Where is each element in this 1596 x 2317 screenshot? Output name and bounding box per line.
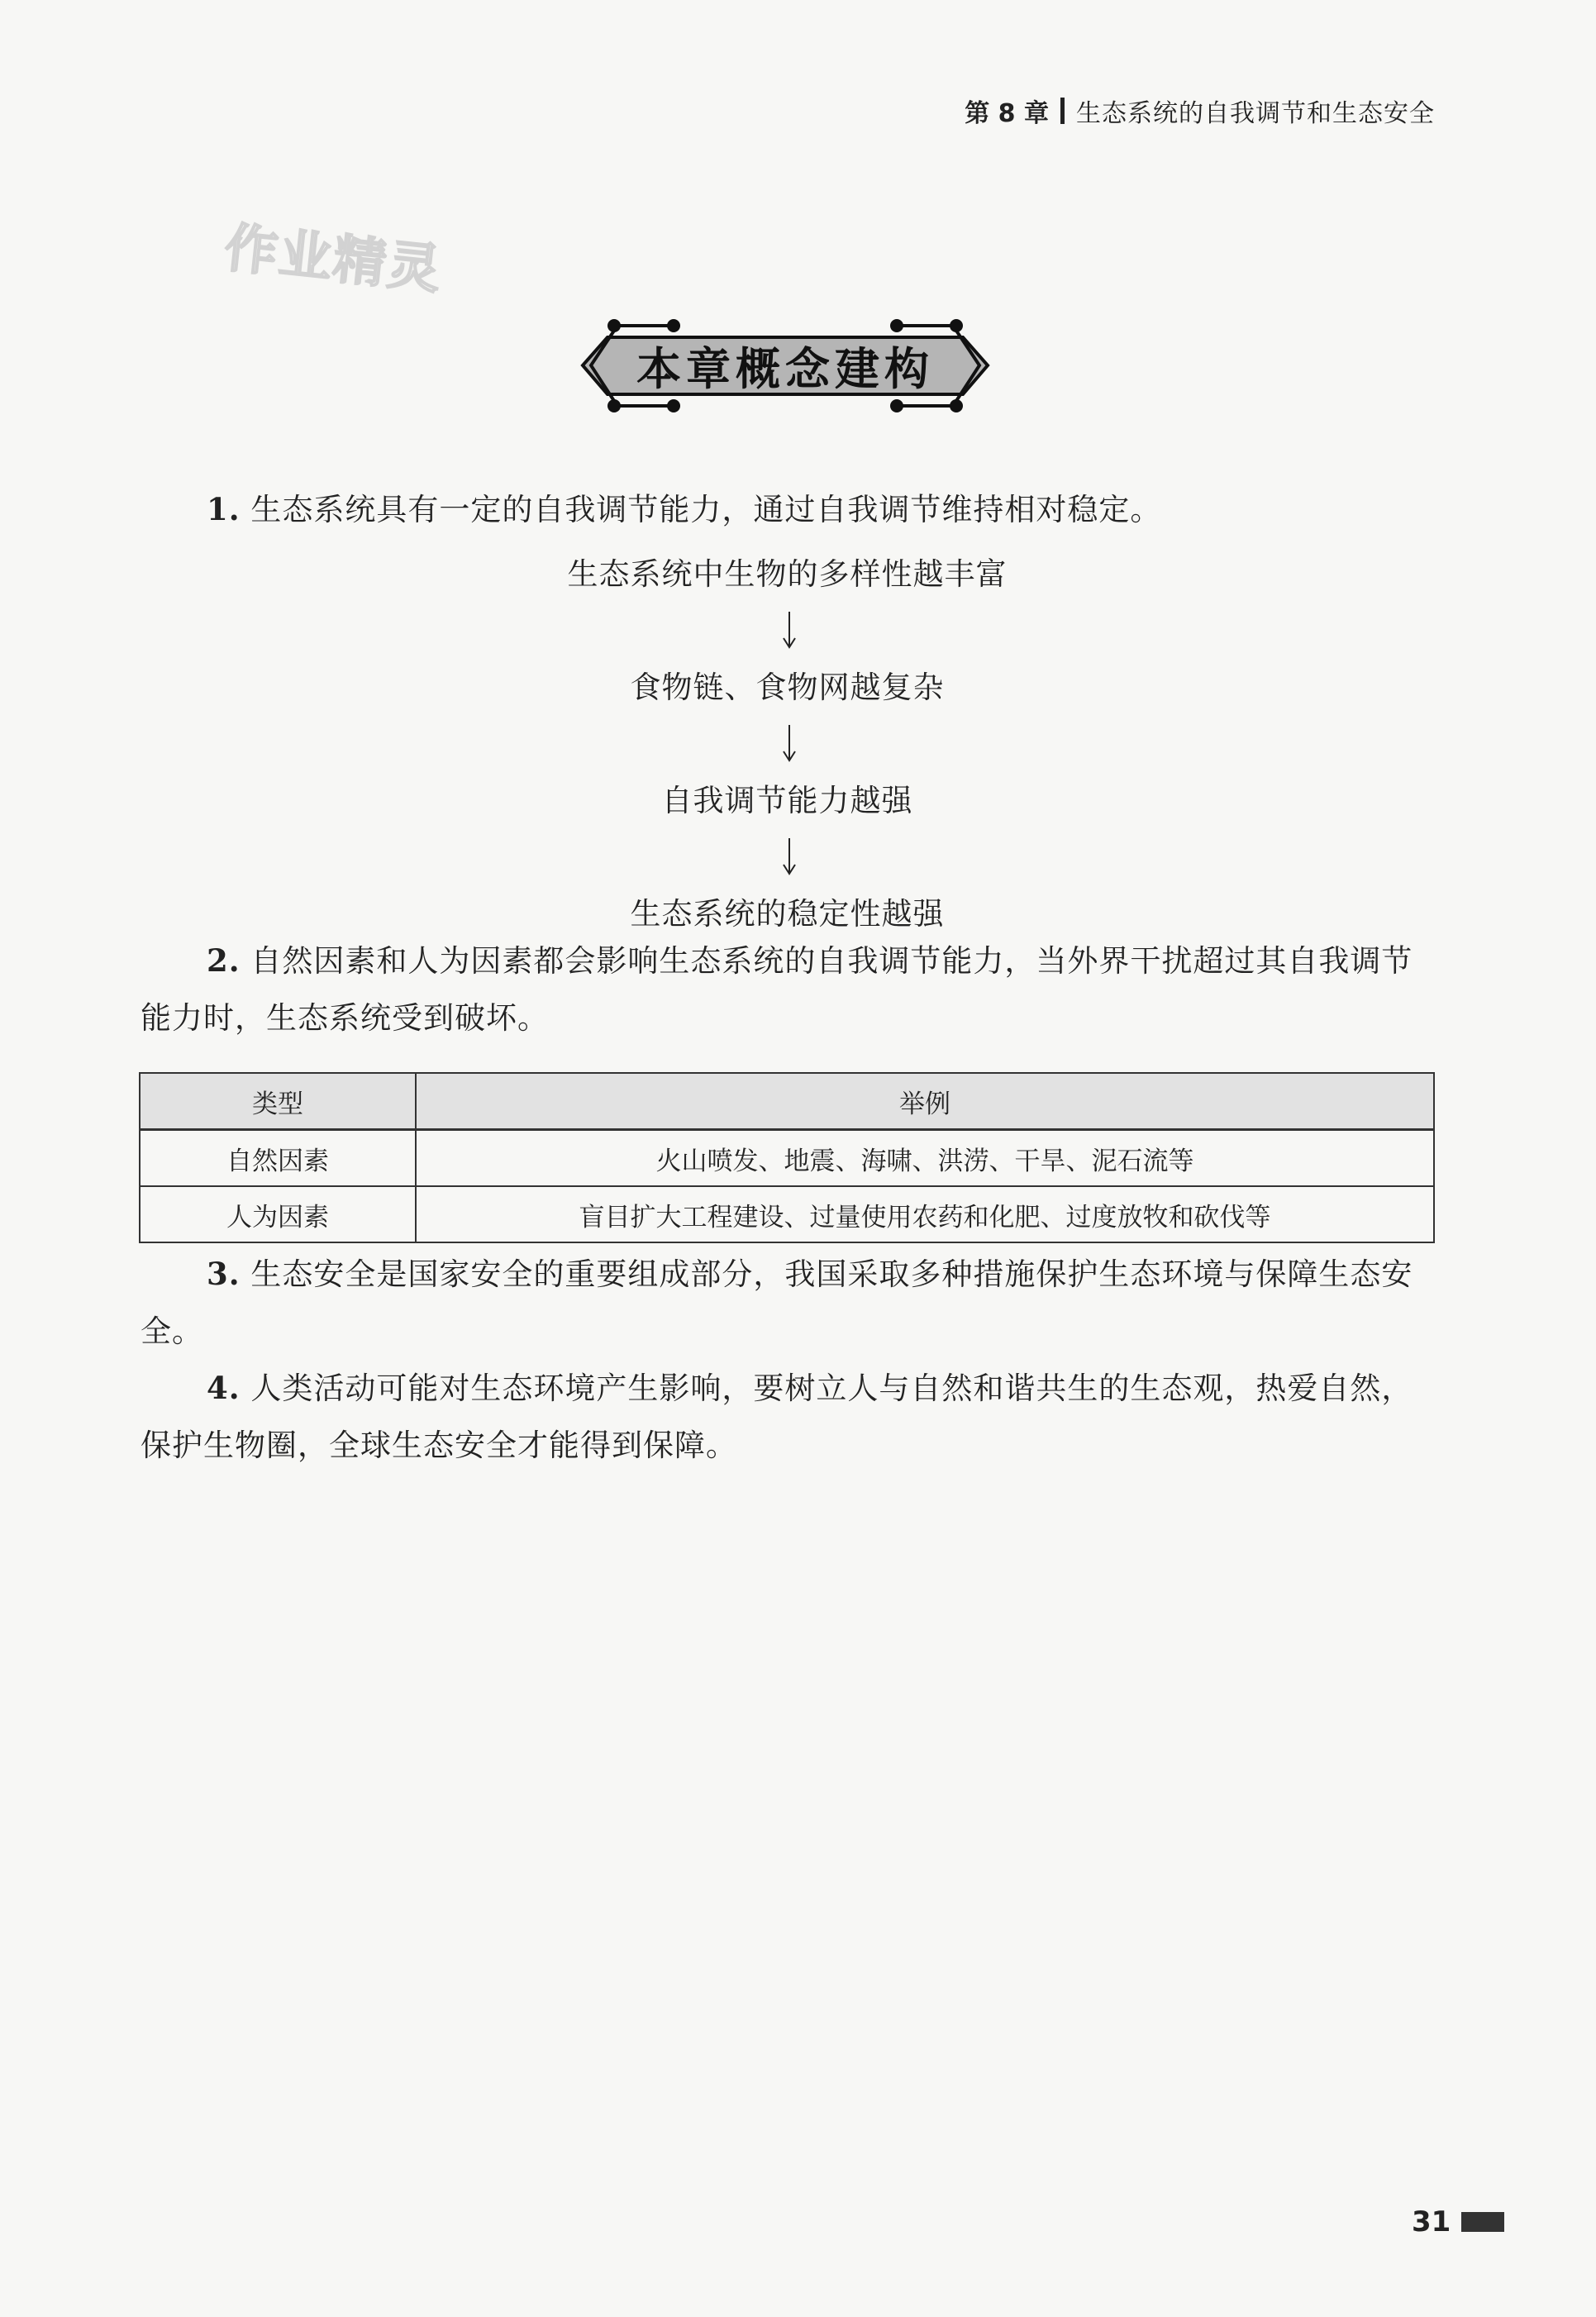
watermark-logo: 作业精灵 xyxy=(222,217,445,302)
header-divider xyxy=(1060,98,1065,124)
chapter-title: 生态系统的自我调节和生态安全 xyxy=(1076,99,1435,128)
table-cell: 盲目扩大工程建设、过量使用农药和化肥、过度放牧和砍伐等 xyxy=(416,1186,1434,1242)
table-cell: 火山喷发、地震、海啸、洪涝、干旱、泥石流等 xyxy=(416,1130,1434,1187)
flow-step-3: 自我调节能力越强 xyxy=(661,783,913,818)
section-title: 本章概念建构 xyxy=(636,343,934,395)
paragraph-1 xyxy=(141,481,1434,538)
table-header-row xyxy=(140,1073,1434,1130)
down-arrow-icon xyxy=(781,837,798,876)
paragraph-text: 自然因素和人为因素都会影响生态系统的自我调节能力，当外界干扰超过其自我调节能力时，生态系统受到破坏。 xyxy=(141,943,1413,1036)
item-number: 2. xyxy=(207,942,241,979)
table-cell: 人为因素 xyxy=(140,1186,416,1242)
table-row xyxy=(140,1130,1434,1187)
paragraph-text: 人类活动可能对生态环境产生影响，要树立人与自然和谐共生的生态观，热爱自然，保护生物圈，全球生态安全才能得到保障。 xyxy=(141,1371,1413,1463)
running-header xyxy=(965,93,1435,129)
item-number: 1. xyxy=(207,491,241,527)
factor-table xyxy=(139,1072,1435,1243)
table-cell: 自然因素 xyxy=(140,1130,416,1187)
flow-step-4: 生态系统的稳定性越强 xyxy=(630,896,945,932)
flow-step-2: 食物链、食物网越复杂 xyxy=(630,670,945,705)
paragraph-text: 生态系统具有一定的自我调节能力，通过自我调节维持相对稳定。 xyxy=(240,492,1162,527)
column-header: 类型 xyxy=(140,1073,416,1130)
item-number: 3. xyxy=(207,1256,241,1292)
flow-step-1: 生态系统中生物的多样性越丰富 xyxy=(567,556,1008,592)
item-number: 4. xyxy=(207,1370,241,1406)
paragraph-2 xyxy=(141,932,1434,1046)
section-banner xyxy=(574,314,996,417)
down-arrow-icon xyxy=(781,723,798,763)
chapter-number: 第 8 章 xyxy=(965,99,1049,128)
down-arrow-icon xyxy=(781,610,798,650)
paragraph-text: 生态安全是国家安全的重要组成部分，我国采取多种措施保护生态环境与保障生态安全。 xyxy=(141,1256,1413,1349)
paragraph-3 xyxy=(141,1246,1434,1360)
column-header: 举例 xyxy=(416,1073,1434,1130)
table-row xyxy=(140,1186,1434,1242)
paragraph-4 xyxy=(141,1360,1434,1474)
page-number: 31 xyxy=(1412,2205,1451,2238)
page-number-bar xyxy=(1461,2212,1504,2232)
